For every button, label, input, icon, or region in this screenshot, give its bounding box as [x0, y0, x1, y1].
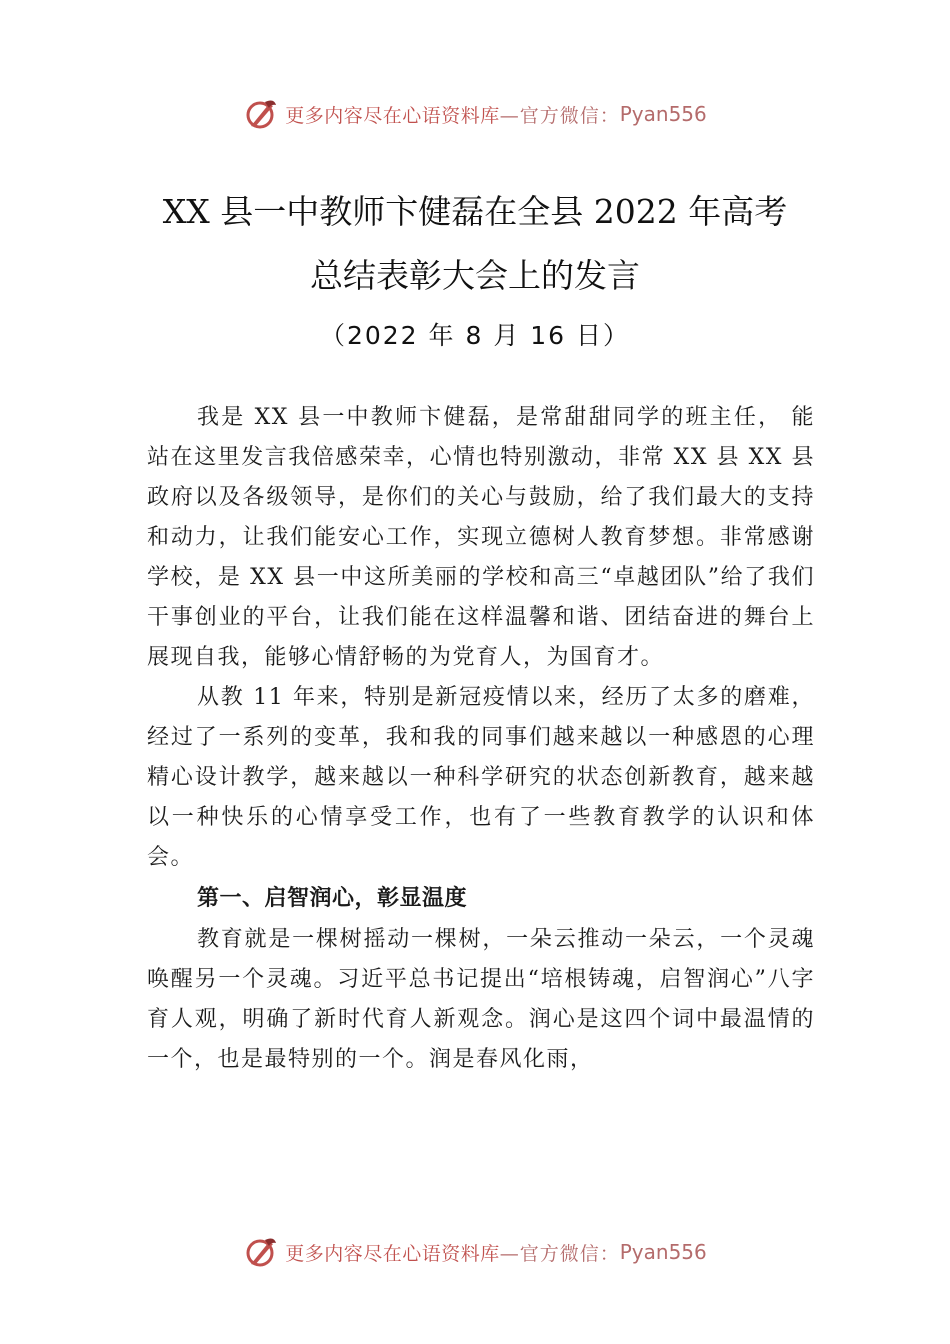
paragraph-intro: 我是 XX 县一中教师卞健磊，是常甜甜同学的班主任， 能站在这里发言我倍感荣幸，心情也特别激动，非常 XX 县 XX 县政府以及各级领导，是你们的关心与鼓励，给了我们最大的支持和动力，让我们能安心工作，实现立德树人教育梦想。非常感谢学校，是 XX 县一中这所美丽的学校和高三“卓越团队”给了我们干事创业的平台，让我们能在这样温馨和谐、团结奋进的舞台上展现自我，能够心情舒畅的为党育人，为国育才。	[147, 405, 815, 670]
watermark-wechat-id: Pyan556	[619, 102, 707, 126]
watermark-text: 更多内容尽在心语资料库	[285, 104, 500, 127]
document-date: （2022 年 8 月 16 日）	[319, 321, 631, 350]
section-heading-1: 第一、启智润心，彰显温度	[197, 886, 468, 911]
watermark-text: 更多内容尽在心语资料库	[285, 1242, 500, 1265]
quill-logo-icon	[243, 96, 279, 132]
footer-watermark	[0, 1232, 950, 1272]
document-title-line-2: 总结表彰大会上的发言	[310, 256, 640, 295]
document-title-line-1: XX 县一中教师卞健磊在全县 2022 年高考	[162, 192, 788, 231]
watermark-wechat-id: Pyan556	[619, 1240, 707, 1264]
section-1-paragraph: 教育就是一棵树摇动一棵树，一朵云推动一朵云，一个灵魂唤醒另一个灵魂。习近平总书记提出“培根铸魂，启智润心”八字育人观，明确了新时代育人新观念。润心是这四个词中最温情的一个，也是最特别的一个。润是春风化雨，	[147, 927, 815, 1072]
watermark-wechat-label: —官方微信：	[499, 104, 620, 127]
paragraph-experience: 从教 11 年来，特别是新冠疫情以来，经历了太多的磨难，经过了一系列的变革，我和我的同事们越来越以一种感恩的心理精心设计教学，越来越以一种科学研究的状态创新教育，越来越以一种快乐的心情享受工作，也有了一些教育教学的认识和体会。	[147, 685, 815, 870]
document-body	[147, 398, 815, 1080]
watermark-wechat-label: —官方微信：	[499, 1242, 620, 1265]
header-watermark	[0, 94, 950, 134]
quill-logo-icon	[243, 1234, 279, 1270]
